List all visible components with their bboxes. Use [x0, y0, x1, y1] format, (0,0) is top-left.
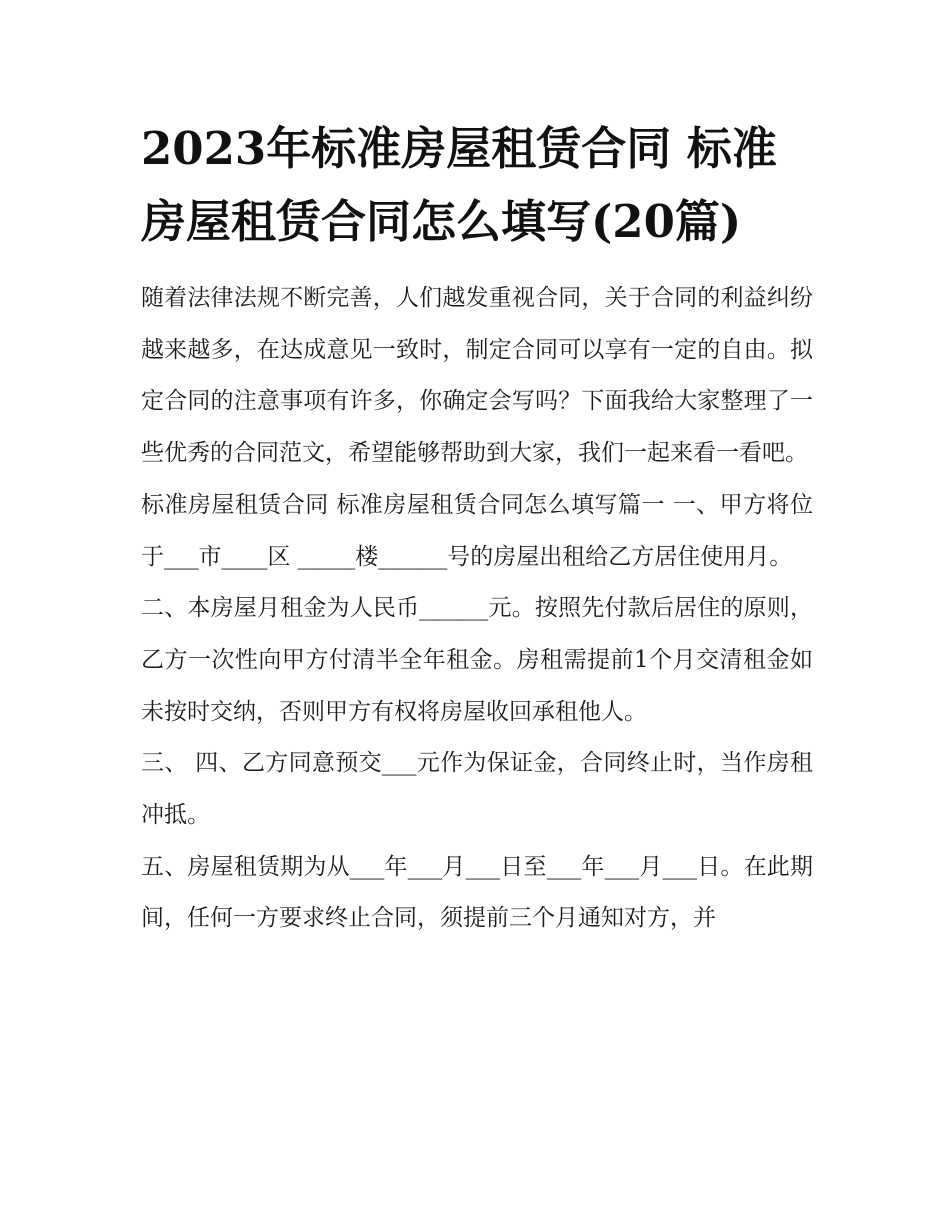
paragraph-intro: 随着法律法规不断完善，人们越发重视合同，关于合同的利益纠纷越来越多，在达成意见一致时，制定合同可以享有一定的自由。拟定合同的注意事项有许多，你确定会写吗？下面我给大家整理了一些优秀的合同范文，希望能够帮助到大家，我们一起来看一看吧。 [141, 285, 813, 467]
document-title: 2023年标准房屋租赁合同 标准房屋租赁合同怎么填写(20篇) [141, 122, 777, 248]
paragraph-clause-3-4: 三、 四、乙方同意预交___元作为保证金，合同终止时，当作房租冲抵。 [141, 750, 813, 829]
paragraph-clause-5: 五、房屋租赁期为从___年___月___日至___年___月___日。在此期间，任何一方要求终止合同，须提前三个月通知对方，并 [141, 853, 813, 932]
document-body [141, 273, 813, 945]
paragraph-clause-2: 二、本房屋月租金为人民币______元。按照先付款后居住的原则，乙方一次性向甲方付清半全年租金。房租需提前1个月交清租金如未按时交纳，否则甲方有权将房屋收回承租他人。 [141, 595, 813, 725]
paragraph-clause-1: 标准房屋租赁合同 标准房屋租赁合同怎么填写篇一 一、甲方将位于___市____区 _____楼______号的房屋出租给乙方居住使用月。 [141, 491, 813, 570]
document-page [141, 112, 813, 945]
